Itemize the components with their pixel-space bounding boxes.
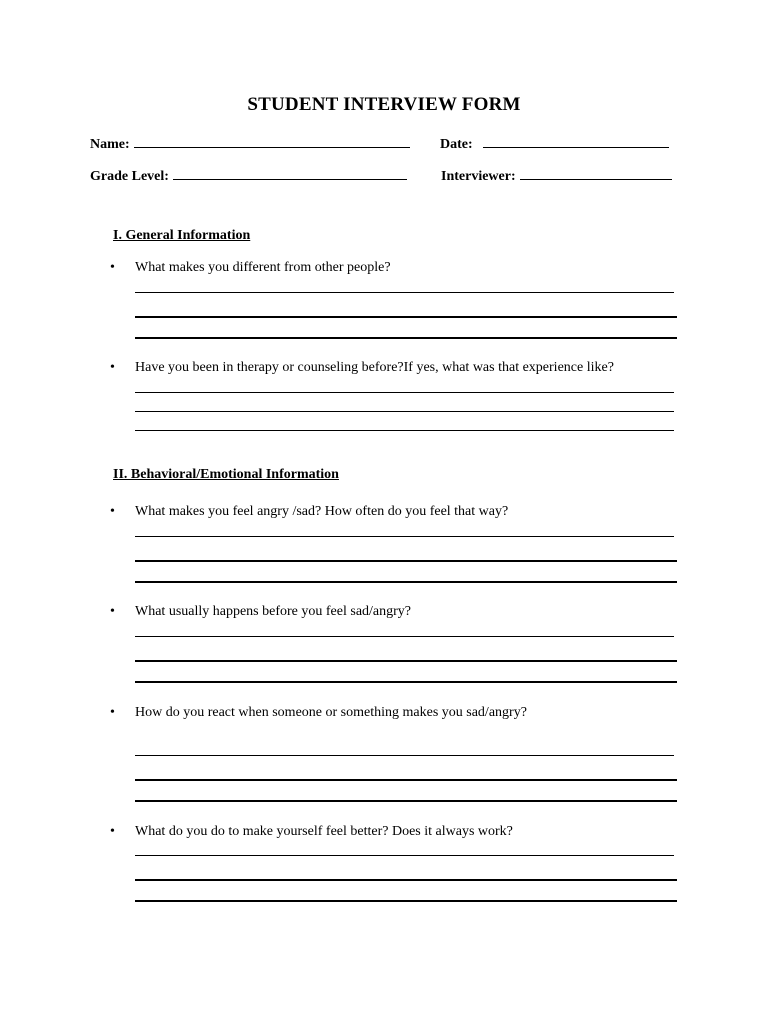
question-item: [110, 260, 680, 276]
question-text: What do you do to make yourself feel better? Does it always work?: [135, 824, 513, 839]
answer-line[interactable]: [135, 755, 674, 756]
question-text: What usually happens before you feel sad/angry?: [135, 604, 412, 619]
bullet-icon: •: [110, 504, 115, 519]
answer-line[interactable]: [135, 337, 677, 339]
answer-line[interactable]: [135, 660, 677, 662]
answer-line[interactable]: [135, 392, 674, 393]
answer-line[interactable]: [135, 581, 677, 583]
question-item: [110, 824, 680, 840]
bullet-icon: •: [110, 705, 115, 720]
question-text: How do you react when someone or something makes you sad/angry?: [135, 705, 527, 720]
answer-line[interactable]: [135, 779, 677, 781]
question-text: Have you been in therapy or counseling before?If yes, what was that experience like?: [135, 360, 614, 375]
grade-level-field[interactable]: [90, 165, 407, 185]
answer-line[interactable]: [135, 430, 674, 431]
answer-line[interactable]: [135, 316, 677, 318]
bullet-icon: •: [110, 824, 115, 839]
bullet-icon: •: [110, 260, 115, 275]
interviewer-label: Interviewer:: [441, 169, 516, 184]
answer-line[interactable]: [135, 681, 677, 683]
answer-line[interactable]: [135, 900, 677, 902]
answer-line[interactable]: [135, 879, 677, 881]
name-label: Name:: [90, 137, 130, 152]
name-blank[interactable]: [134, 133, 410, 148]
bullet-icon: •: [110, 360, 115, 375]
answer-line[interactable]: [135, 800, 677, 802]
form-title: STUDENT INTERVIEW FORM: [247, 94, 521, 115]
answer-line[interactable]: [135, 411, 674, 412]
name-field[interactable]: [90, 133, 410, 153]
date-blank[interactable]: [483, 133, 669, 148]
section-heading-behavioral: II. Behavioral/Emotional Information: [113, 467, 339, 482]
date-field[interactable]: [440, 133, 669, 153]
question-item: [110, 504, 680, 520]
question-text: What makes you feel angry /sad? How often do you feel that way?: [135, 504, 509, 519]
question-item: [110, 360, 680, 376]
answer-line[interactable]: [135, 292, 674, 293]
grade-level-label: Grade Level:: [90, 169, 169, 184]
interviewer-blank[interactable]: [520, 165, 672, 180]
question-item: [110, 604, 680, 620]
grade-level-blank[interactable]: [173, 165, 407, 180]
date-label: Date:: [440, 137, 473, 152]
question-text: What makes you different from other people?: [135, 260, 391, 275]
answer-line[interactable]: [135, 636, 674, 637]
answer-line[interactable]: [135, 855, 674, 856]
answer-line[interactable]: [135, 560, 677, 562]
interviewer-field[interactable]: [441, 165, 672, 185]
question-item: [110, 705, 680, 721]
answer-line[interactable]: [135, 536, 674, 537]
section-heading-general: I. General Information: [113, 228, 251, 243]
bullet-icon: •: [110, 604, 115, 619]
